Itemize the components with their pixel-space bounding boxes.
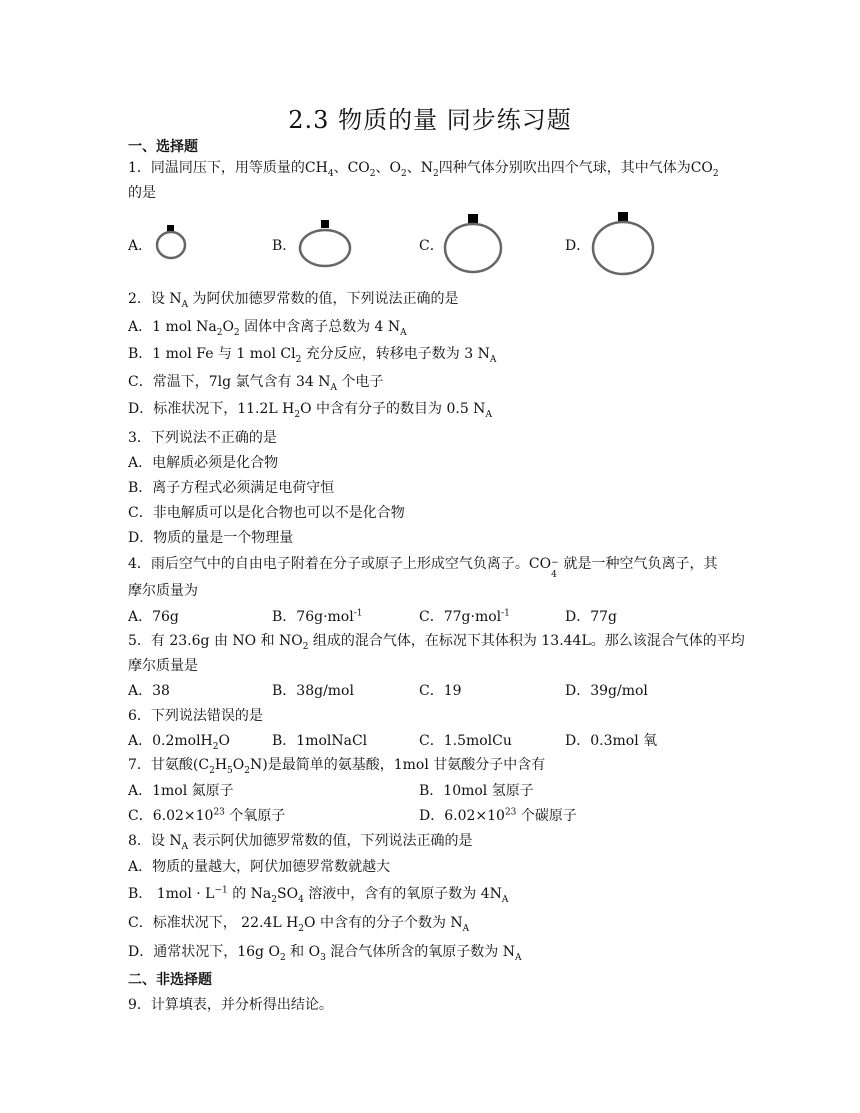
q1-option-b-label: B． xyxy=(272,238,297,254)
question-2-option-b: B．1 mol Fe 与 1 mol $Cl_2$ 充分反应，转移电子数为 3 $N_A$ xyxy=(128,346,497,365)
question-4-stem: 4．雨后空气中的自由电子附着在分子或原子上形成空气负离子。CO − 4 就是一种空气负离子，其 xyxy=(128,556,718,580)
question-5-option-d: D．39g/mol xyxy=(565,683,648,699)
question-5-stem-line2: 摩尔质量是 xyxy=(128,658,198,674)
section-nonchoice-heading: 二、非选择题 xyxy=(128,972,212,988)
question-5-option-c: C．19 xyxy=(419,683,462,699)
question-5-option-a: A．38 xyxy=(128,683,170,699)
balloon-b-image xyxy=(296,218,354,270)
question-3-option-d: D．物质的量是一个物理量 xyxy=(128,530,294,546)
question-9-stem: 9．计算填表，并分析得出结论。 xyxy=(128,997,333,1013)
balloon-d-image xyxy=(591,210,657,276)
question-7-option-b: B．10mol 氢原子 xyxy=(419,783,534,799)
question-6-option-b: B．1molNaCl xyxy=(272,733,368,749)
question-3-stem: 3．下列说法不正确的是 xyxy=(128,430,277,446)
question-8-option-a: A．物质的量越大，阿伏加德罗常数就越大 xyxy=(128,859,391,875)
question-8-option-b: B． $1mol \cdot L^{-1}$ 的 $Na_2SO_4$ 溶液中，含有的氧原子数为 $4N_A$ xyxy=(128,885,509,905)
question-6-option-c: C．1.5molCu xyxy=(419,733,512,749)
question-7-option-c: C．$6.02\times 10^{23}$ 个氧原子 xyxy=(128,807,286,824)
balloon-a-image xyxy=(155,222,189,262)
question-3-option-a: A．电解质必须是化合物 xyxy=(128,455,279,471)
question-8-option-c: C．标准状况下， 22.4L $H_2O$ 中含有的分子个数为 $N_A$ xyxy=(128,915,470,934)
question-2-option-c: C．常温下，7lg 氯气含有 34 $N_A$ 个电子 xyxy=(128,374,384,393)
question-7-option-a: A．1mol 氮原子 xyxy=(128,783,234,799)
question-4-option-a: A．76g xyxy=(128,609,179,625)
q1-option-d-label: D． xyxy=(565,238,591,254)
question-6-stem: 6．下列说法错误的是 xyxy=(128,708,263,724)
question-2-option-d: D．标准状况下，11.2L $H_2O$ 中含有分子的数目为 0.5 $N_A$ xyxy=(128,401,492,420)
question-1-stem-line2: 的是 xyxy=(128,185,156,201)
q1-option-a-label: A． xyxy=(128,238,153,254)
q1-option-c-label: C． xyxy=(419,238,444,254)
question-3-option-c: C．非电解质可以是化合物也可以不是化合物 xyxy=(128,505,405,521)
question-2-stem: 2．设 $N_A$ 为阿伏加德罗常数的值，下列说法正确的是 xyxy=(128,291,459,310)
balloon-c-image xyxy=(443,212,505,274)
question-8-option-d: D．通常状况下，16g $O_2$ 和 $O_3$ 混合气体所含的氧原子数为 $N_A$ xyxy=(128,944,522,963)
question-4-stem-line2: 摩尔质量为 xyxy=(128,583,198,599)
question-5-option-b: B．38g/mol xyxy=(272,683,354,699)
question-7-stem: 7．甘氨酸$(C_2H_5O_2N)$是最简单的氨基酸，1mol 甘氨酸分子中含有 xyxy=(128,757,546,776)
question-4-option-b: B．76g·mol$^{-1}$ xyxy=(272,608,363,625)
section-choice-heading: 一、选择题 xyxy=(128,139,198,155)
question-2-option-a: A．1 mol $Na_2O_2$ 固体中含离子总数为 4 $N_A$ xyxy=(128,319,407,338)
question-6-option-d: D．0.3mol 氧 xyxy=(565,733,658,749)
question-3-option-b: B．离子方程式必须满足电荷守恒 xyxy=(128,480,335,496)
question-6-option-a: A．0.2molH$_2$O xyxy=(128,733,230,752)
question-4-option-c: C．77g·mol$^{-1}$ xyxy=(419,608,510,625)
question-7-option-d: D．$6.02\times 10^{23}$ 个碳原子 xyxy=(419,807,577,824)
question-5-stem: 5．有 23.6g 由 NO 和 $NO_2$ 组成的混合气体，在标况下其体积为 13.44L。那么该混合气体的平均 xyxy=(128,633,745,652)
question-1-stem: 1．同温同压下，用等质量的$CH_4$、$CO_2$、$O_2$、$N_2$四种气体分别吹出四个气球，其中气体为$CO_2$ xyxy=(128,160,719,179)
page-title: 2.3 物质的量 同步练习题 xyxy=(288,106,572,134)
question-8-stem: 8．设 $N_A$ 表示阿伏加德罗常数的值，下列说法正确的是 xyxy=(128,833,473,852)
question-4-option-d: D．77g xyxy=(565,609,618,625)
